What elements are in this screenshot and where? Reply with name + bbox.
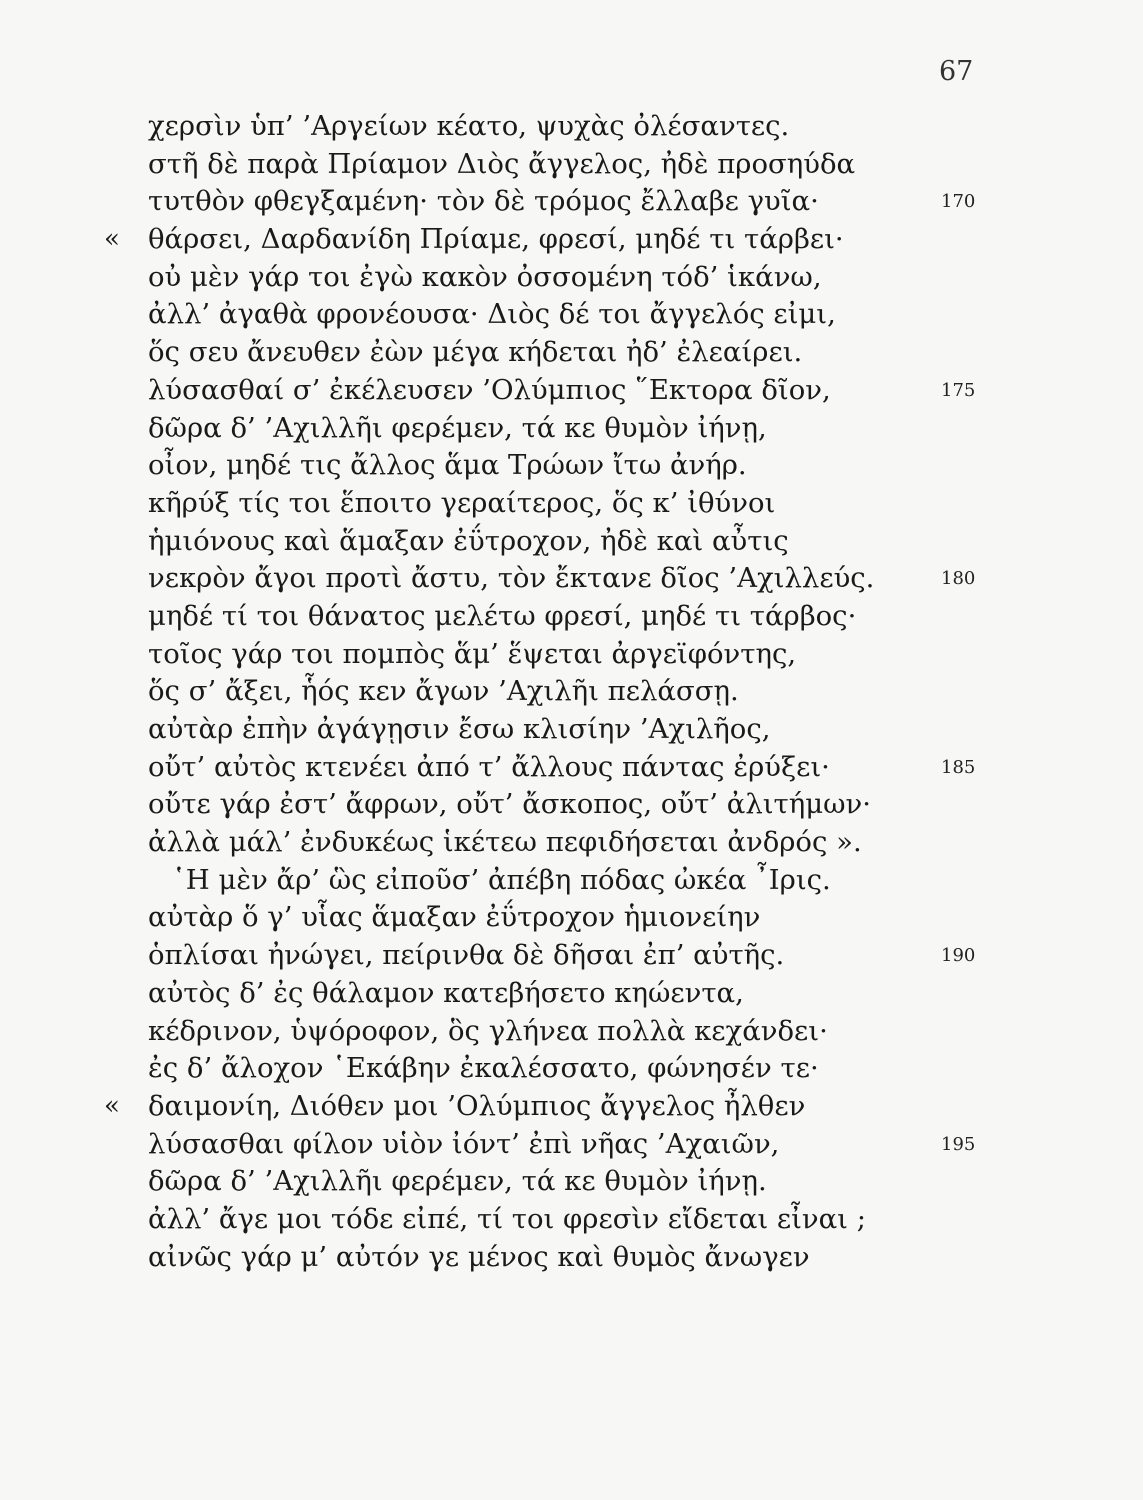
verse-line — [0, 899, 1143, 937]
verse-line — [0, 636, 1143, 674]
verse-text: χερσὶν ὑπ’ ’Αργείων κέατο, ψυχὰς ὀλέσαντες. — [148, 110, 790, 142]
verse-text: οὔτ’ αὐτὸς κτενέει ἀπό τ’ ἄλλους πάντας ἐρύξει· — [148, 750, 830, 783]
verse-line — [0, 560, 1143, 598]
verse-text: ὅς σ’ ἄξει, ἧός κεν ἄγων ’Αχιλῆι πελάσσῃ. — [148, 675, 739, 708]
verse-text: αἰνῶς γάρ μ’ αὐτόν γε μένος καὶ θυμὸς ἄνωγεν — [148, 1240, 810, 1273]
verse-line — [0, 523, 1143, 561]
verse-text: αὐτὰρ ὅ γ’ υἷας ἅμαξαν ἐΰτροχον ἡμιονείην — [148, 901, 761, 934]
line-number: 195 — [941, 1133, 976, 1155]
verse-text: λύσασθαί σ’ ἐκέλευσεν ’Ολύμπιος ῞Εκτορα δῖον, — [148, 373, 831, 406]
verse-line — [0, 975, 1143, 1013]
verse-text: ῾Η μὲν ἄρ’ ὣς εἰποῦσ’ ἀπέβη πόδας ὠκέα ῏Ιρις. — [172, 863, 831, 896]
verse-line — [0, 146, 1143, 184]
verse-text: οὐ μὲν γάρ τοι ἐγὼ κακὸν ὀσσομένη τόδ’ ἱκάνω, — [148, 260, 822, 293]
verse-text: δῶρα δ’ ’Αχιλλῆι φερέμεν, τά κε θυμὸν ἰήνῃ, — [148, 411, 767, 444]
verse-text: αὐτὰρ ἐπὴν ἀγάγῃσιν ἔσω κλισίην ’Αχιλῆος, — [148, 713, 771, 745]
line-number: 170 — [941, 191, 976, 213]
verse-text: τυτθὸν φθεγξαμένη· τὸν δὲ τρόμος ἔλλαβε γυῖα· — [148, 185, 819, 218]
verse-line — [0, 749, 1143, 787]
verse-line — [0, 824, 1143, 862]
verse-line — [0, 259, 1143, 297]
verse-line — [0, 1126, 1143, 1164]
verse-line — [0, 1050, 1143, 1088]
line-number: 180 — [941, 568, 976, 590]
verse-text: δαιμονίη, Διόθεν μοι ’Ολύμπιος ἄγγελος ἦλθεν — [148, 1089, 806, 1122]
verse-line — [0, 221, 1143, 259]
verse-text: ἀλλὰ μάλ’ ἐνδυκέως ἱκέτεω πεφιδήσεται ἀνδρός ». — [148, 826, 862, 859]
verse-text: ἀλλ’ ἀγαθὰ φρονέουσα· Διὸς δέ τοι ἄγγελός εἰμι, — [148, 298, 836, 331]
verse-line — [0, 485, 1143, 523]
verse-line — [0, 786, 1143, 824]
verse-text: αὐτὸς δ’ ἐς θάλαμον κατεβήσετο κηώεντα, — [148, 976, 744, 1009]
page-number: 67 — [939, 56, 974, 87]
verse-block — [0, 108, 1143, 1276]
verse-text: ἀλλ’ ἄγε μοι τόδε εἰπέ, τί τοι φρεσὶν εἴδεται εἶναι ; — [148, 1202, 866, 1235]
verse-text: λύσασθαι φίλον υἱὸν ἰόντ’ ἐπὶ νῆας ’Αχαιῶν, — [148, 1127, 780, 1160]
verse-text: δῶρα δ’ ’Αχιλλῆι φερέμεν, τά κε θυμὸν ἰήνῃ. — [148, 1165, 767, 1198]
verse-text: κῆρύξ τίς τοι ἕποιτο γεραίτερος, ὅς κ’ ἰθύνοι — [148, 486, 776, 519]
verse-line — [0, 296, 1143, 334]
verse-text: τοῖος γάρ τοι πομπὸς ἅμ’ ἕψεται ἀργεϊφόντης, — [148, 637, 797, 670]
verse-line — [0, 334, 1143, 372]
verse-line — [0, 183, 1143, 221]
verse-line — [0, 1239, 1143, 1277]
open-quote: « — [104, 224, 120, 255]
line-number: 175 — [941, 379, 976, 401]
verse-text: νεκρὸν ἄγοι προτὶ ἄστυ, τὸν ἔκτανε δῖος ’Αχιλλεύς. — [148, 562, 875, 595]
verse-text: ἡμιόνους καὶ ἅμαξαν ἐΰτροχον, ἠδὲ καὶ αὖτις — [148, 524, 789, 557]
verse-line — [0, 108, 1143, 146]
verse-text: θάρσει, Δαρδανίδη Πρίαμε, φρεσί, μηδέ τι τάρβει· — [148, 223, 844, 256]
verse-text: οὔτε γάρ ἐστ’ ἄφρων, οὔτ’ ἄσκοπος, οὔτ’ ἀλιτήμων· — [148, 788, 872, 821]
verse-line — [0, 1088, 1143, 1126]
line-number: 190 — [941, 945, 976, 967]
verse-line — [0, 1201, 1143, 1239]
verse-text: οἶον, μηδέ τις ἄλλος ἅμα Τρώων ἴτω ἀνήρ. — [148, 449, 747, 482]
verse-text: ὁπλίσαι ἠνώγει, πείρινθα δὲ δῆσαι ἐπ’ αὐτῆς. — [148, 939, 785, 972]
verse-line — [0, 711, 1143, 749]
verse-line — [0, 410, 1143, 448]
verse-line — [0, 862, 1143, 900]
open-quote: « — [104, 1090, 120, 1121]
verse-text: ὅς σευ ἄνευθεν ἐὼν μέγα κήδεται ἠδ’ ἐλεαίρει. — [148, 336, 803, 369]
verse-text: μηδέ τί τοι θάνατος μελέτω φρεσί, μηδέ τι τάρβος· — [148, 599, 857, 632]
verse-line — [0, 673, 1143, 711]
verse-line — [0, 447, 1143, 485]
verse-text: ἐς δ’ ἄλοχον ῾Εκάβην ἐκαλέσσατο, φώνησέν τε· — [148, 1052, 819, 1085]
verse-line — [0, 1013, 1143, 1051]
verse-line — [0, 1163, 1143, 1201]
line-number: 185 — [941, 756, 976, 778]
verse-text: κέδρινον, ὑψόροφον, ὃς γλήνεα πολλὰ κεχάνδει· — [148, 1014, 828, 1047]
verse-line — [0, 937, 1143, 975]
verse-text: στῆ δὲ παρὰ Πρίαμον Διὸς ἄγγελος, ἠδὲ προσηύδα — [148, 147, 856, 180]
verse-line — [0, 372, 1143, 410]
verse-line — [0, 598, 1143, 636]
